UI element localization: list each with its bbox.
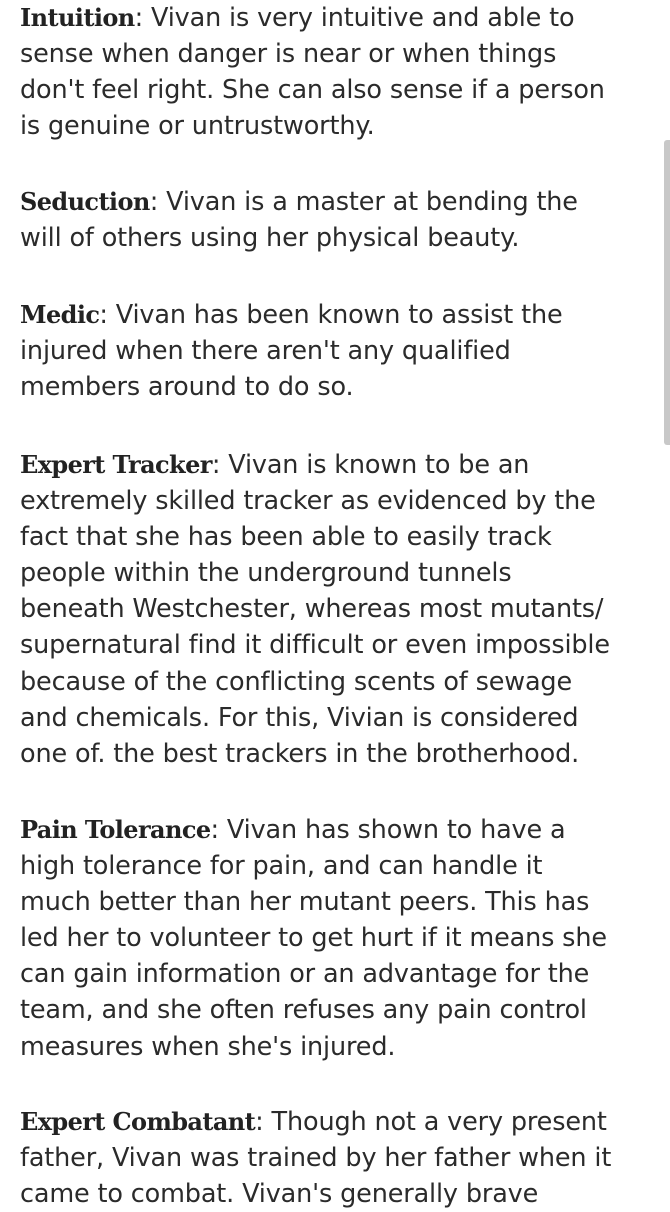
term-heading: Expert Tracker xyxy=(20,450,212,479)
paragraph-expert-tracker xyxy=(20,447,650,772)
paragraph-medic xyxy=(20,297,650,405)
paragraph-seduction xyxy=(20,184,650,256)
paragraph-line xyxy=(20,812,650,848)
paragraph-line: don't feel right. She can also sense if a person xyxy=(20,75,605,106)
paragraph-line: and chemicals. For this, Vivian is considered xyxy=(20,702,579,733)
paragraph-line xyxy=(20,0,650,36)
line-text: : Vivan has shown to have a xyxy=(210,815,566,845)
paragraph-line: people within the underground tunnels xyxy=(20,558,512,589)
line-text: : Vivan is a master at bending the xyxy=(149,187,578,217)
paragraph-line: one of. the best trackers in the brotherhood. xyxy=(20,738,580,769)
term-heading: Intuition xyxy=(20,3,135,32)
paragraph-line: because of the conflicting scents of sewage xyxy=(20,666,572,697)
paragraph-line: can gain information or an advantage for the xyxy=(20,959,590,990)
paragraph-line: team, and she often refuses any pain control xyxy=(20,995,587,1026)
paragraph-line: will of others using her physical beauty. xyxy=(20,223,520,254)
paragraph-line xyxy=(20,297,650,333)
term-heading: Medic xyxy=(20,300,100,329)
paragraph-line: father, Vivan was trained by her father when it xyxy=(20,1143,612,1174)
paragraph-line: is genuine or untrustworthy. xyxy=(20,111,375,142)
paragraph-line: extremely skilled tracker as evidenced by the xyxy=(20,486,596,517)
paragraph-line xyxy=(20,447,650,483)
line-text: : Vivan is very intuitive and able to xyxy=(134,3,575,33)
paragraph-line: measures when she's injured. xyxy=(20,1031,396,1062)
paragraph-line: much better than her mutant peers. This has xyxy=(20,887,590,918)
paragraph-line: sense when danger is near or when things xyxy=(20,39,557,70)
paragraph-line: injured when there aren't any qualified xyxy=(20,336,511,367)
paragraph-line: members around to do so. xyxy=(20,372,354,403)
line-text: : Vivan has been known to assist the xyxy=(99,300,563,330)
paragraph-pain-tolerance xyxy=(20,812,650,1065)
paragraph-line xyxy=(20,1104,650,1140)
term-heading: Pain Tolerance xyxy=(20,815,211,844)
paragraph-line: beneath Westchester, whereas most mutants/ xyxy=(20,594,604,625)
paragraph-line: fact that she has been able to easily track xyxy=(20,522,552,553)
paragraph-line xyxy=(20,184,650,220)
paragraph-line: supernatural find it difficult or even impossible xyxy=(20,630,610,661)
paragraph-line: led her to volunteer to get hurt if it means she xyxy=(20,923,607,954)
line-text: : Vivan is known to be an xyxy=(211,450,530,480)
term-heading: Expert Combatant xyxy=(20,1107,256,1136)
scrollbar-thumb[interactable] xyxy=(664,140,670,445)
paragraph-line: came to combat. Vivan's generally brave xyxy=(20,1179,539,1210)
paragraph-expert-combatant xyxy=(20,1104,650,1212)
term-heading: Seduction xyxy=(20,187,150,216)
paragraph-intuition xyxy=(20,0,650,144)
paragraph-line: high tolerance for pain, and can handle it xyxy=(20,851,543,882)
line-text: : Though not a very present xyxy=(255,1107,607,1137)
